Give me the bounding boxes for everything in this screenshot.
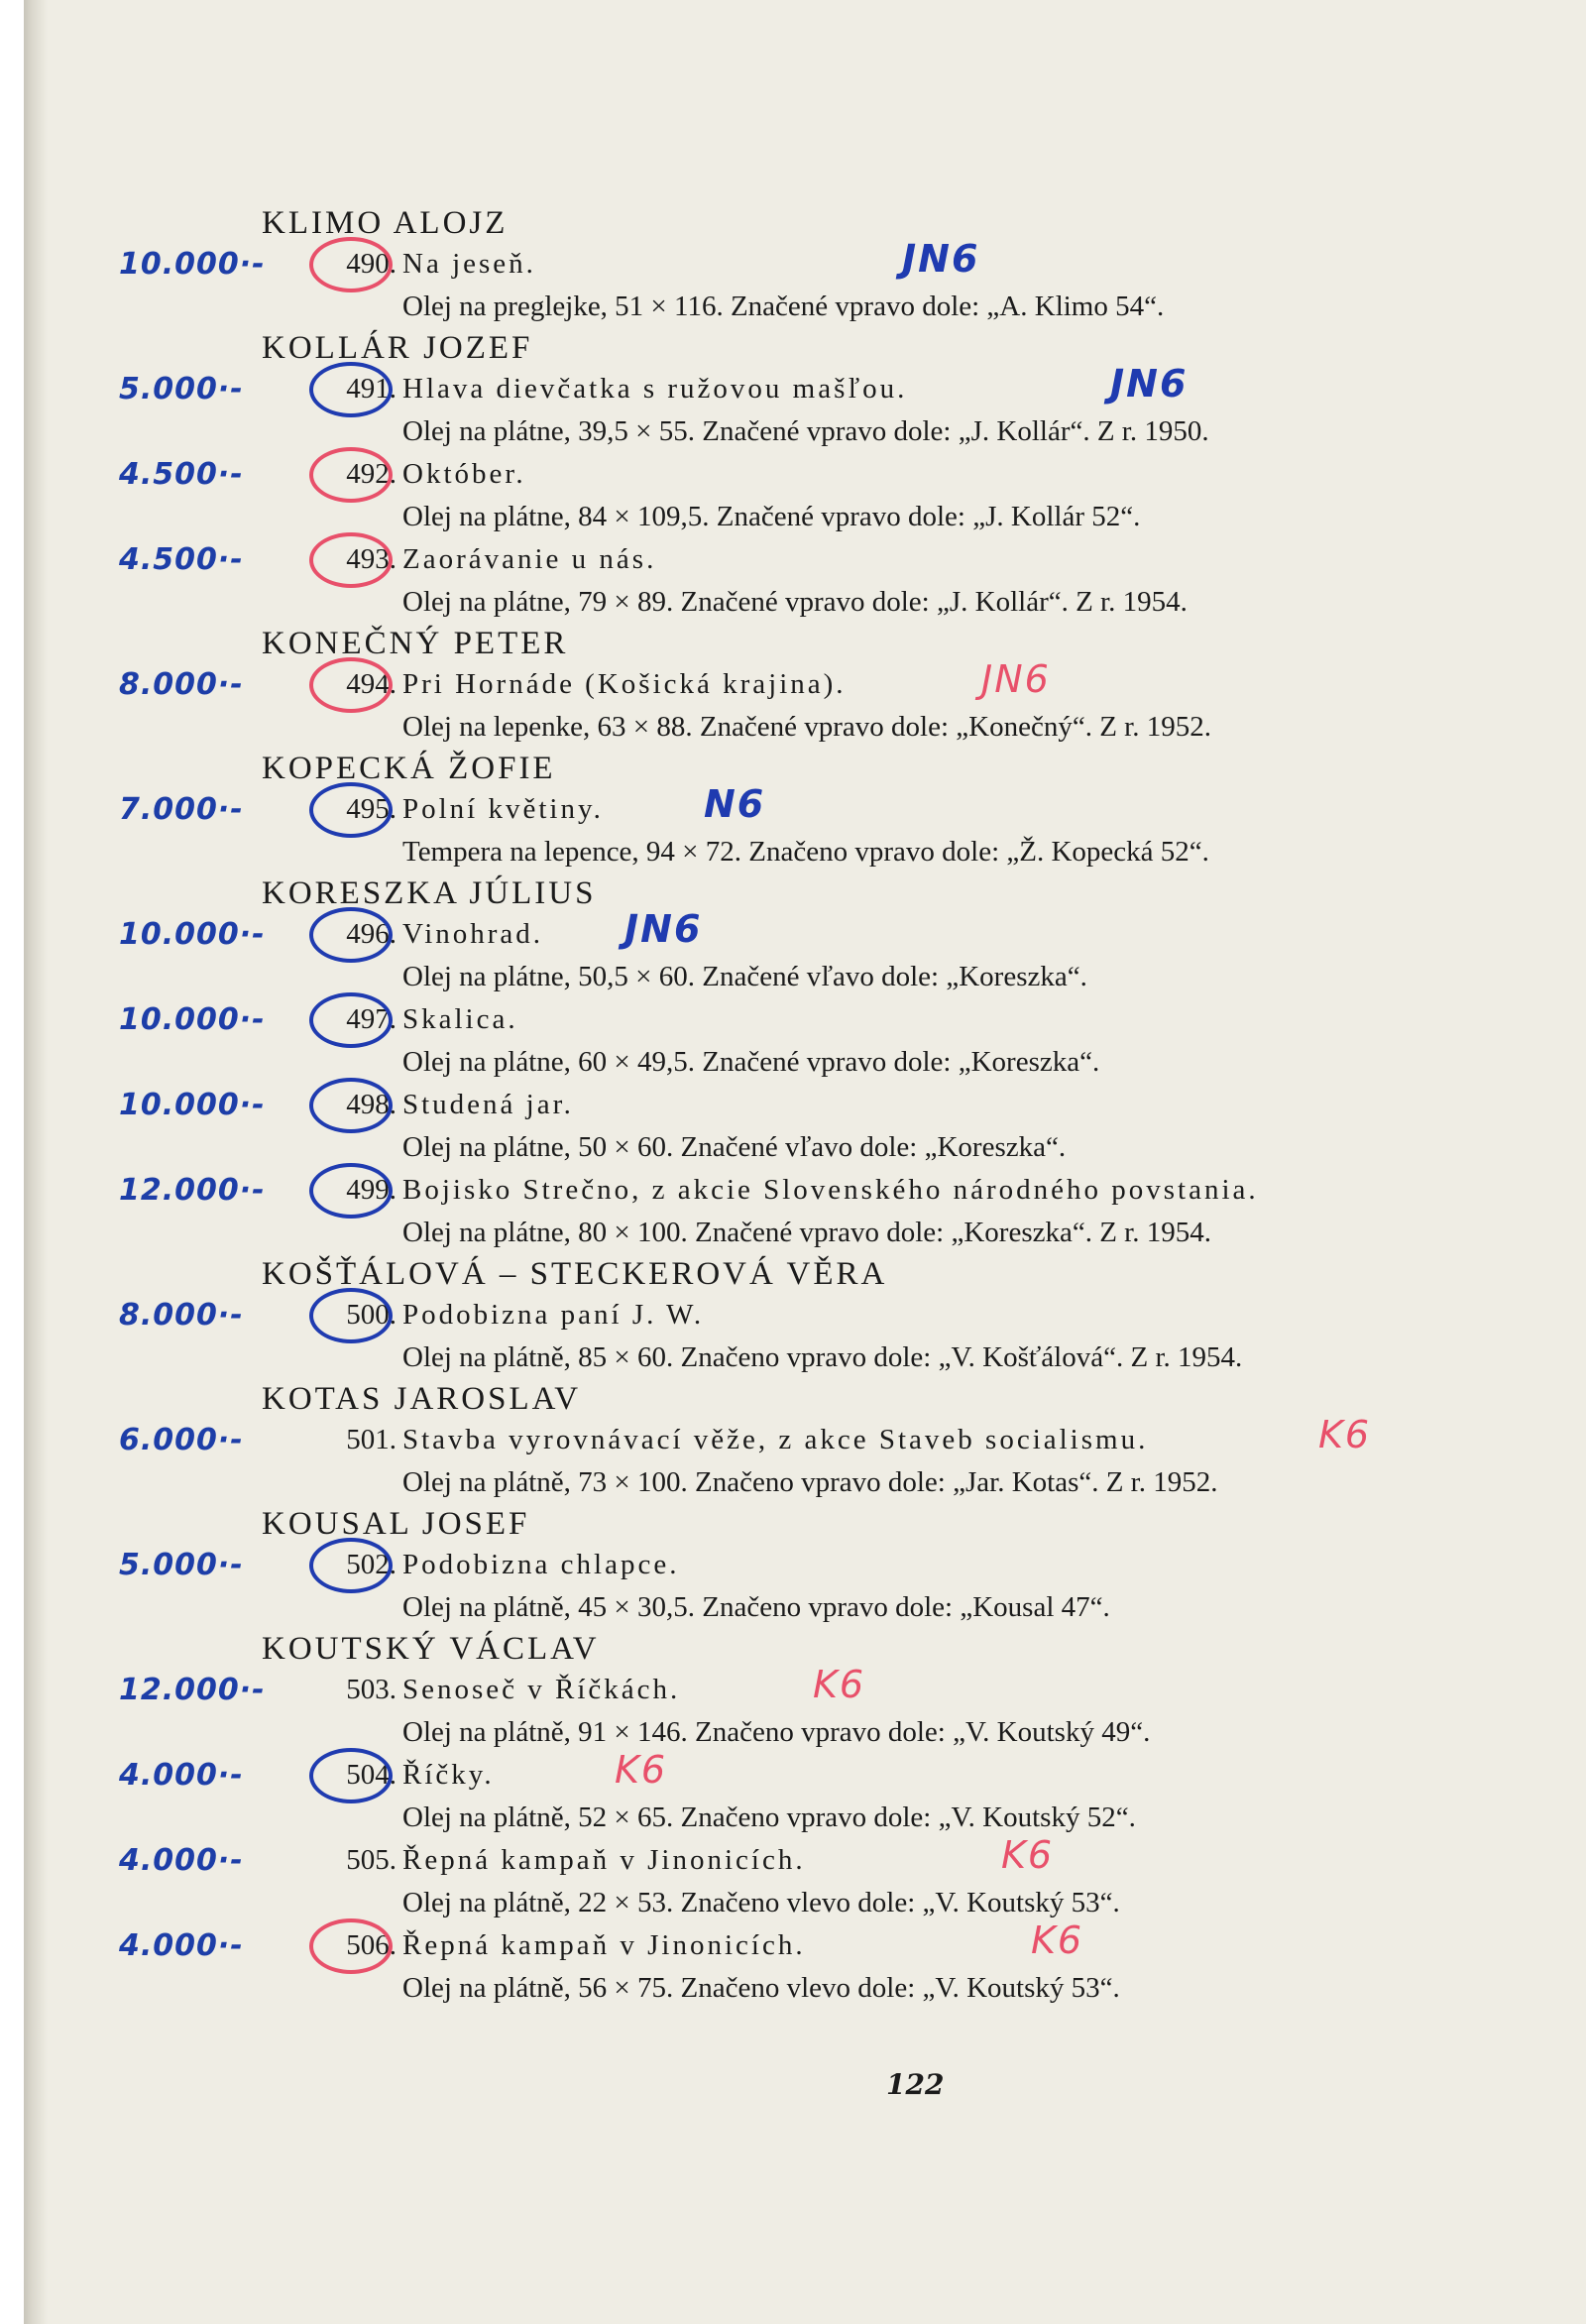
pen-circle-mark xyxy=(309,237,393,292)
catalog-entry xyxy=(119,1084,1566,1169)
artist-heading: KLIMO ALOJZ xyxy=(262,205,509,241)
artist-heading: KOLLÁR JOZEF xyxy=(262,330,533,366)
artist-heading: KOTAS JAROSLAV xyxy=(262,1381,582,1417)
artwork-title-line xyxy=(258,788,1566,831)
pen-circle-mark xyxy=(309,1078,393,1133)
artwork-description: Olej na plátně, 85 × 60. Značeno vpravo dole: „V. Košťálová“. Z r. 1954. xyxy=(402,1341,1243,1373)
artwork-title: Bojisko Strečno, z akcie Slovenského národného povstania. xyxy=(402,1174,1259,1206)
pen-circle-mark xyxy=(309,532,393,588)
handwritten-annotation: K6 xyxy=(1318,1413,1372,1456)
catalog-entry xyxy=(119,453,1566,538)
artwork-description: Olej na preglejke, 51 × 116. Značené vpravo dole: „A. Klimo 54“. xyxy=(402,290,1165,322)
handwritten-price: 6.000·- xyxy=(119,1423,244,1457)
pen-circle-mark xyxy=(309,1288,393,1343)
catalog-number: 504. xyxy=(346,1759,396,1791)
artwork-title-line xyxy=(258,663,1566,706)
handwritten-price: 10.000·- xyxy=(119,247,266,282)
pen-circle-mark xyxy=(309,1163,393,1219)
handwritten-price: 5.000·- xyxy=(119,1548,244,1582)
catalog-number: 503. xyxy=(346,1674,396,1705)
artwork-title: Říčky. xyxy=(402,1759,495,1791)
artwork-title-line xyxy=(258,1839,1566,1882)
catalog-number: 500. xyxy=(346,1299,396,1331)
handwritten-price: 4.000·- xyxy=(119,1928,244,1963)
handwritten-annotation: K6 xyxy=(813,1663,866,1706)
handwritten-price: 7.000·- xyxy=(119,792,244,827)
artwork-title-line xyxy=(258,1544,1566,1586)
handwritten-price: 8.000·- xyxy=(119,1298,244,1333)
artwork-title-line xyxy=(258,1169,1566,1212)
pen-circle-mark xyxy=(309,782,393,838)
pen-circle-mark xyxy=(309,447,393,503)
catalog-entry xyxy=(119,907,1566,998)
artwork-title-line xyxy=(258,538,1566,581)
artwork-title: Pri Hornáde (Košická krajina). xyxy=(402,668,847,700)
artwork-title: Řepná kampaň v Jinonicích. xyxy=(402,1844,806,1876)
artwork-description: Olej na lepenke, 63 × 88. Značené vpravo dole: „Konečný“. Z r. 1952. xyxy=(402,711,1211,743)
artwork-title: Október. xyxy=(402,458,526,490)
handwritten-price: 12.000·- xyxy=(119,1673,266,1707)
artwork-title: Skalica. xyxy=(402,1003,518,1035)
artwork-title: Řepná kampaň v Jinonicích. xyxy=(402,1929,806,1961)
handwritten-annotation: JN6 xyxy=(624,907,703,951)
catalog-page xyxy=(24,0,1586,2324)
artwork-description: Olej na plátne, 50,5 × 60. Značené vľavo dole: „Koreszka“. xyxy=(402,961,1087,992)
handwritten-price: 4.000·- xyxy=(119,1843,244,1878)
page-number: 122 xyxy=(886,2068,945,2101)
artwork-description: Olej na plátne, 50 × 60. Značené vľavo dole: „Koreszka“. xyxy=(402,1131,1067,1163)
catalog-number: 497. xyxy=(346,1003,396,1035)
catalog-number: 494. xyxy=(346,668,396,700)
handwritten-annotation: N6 xyxy=(704,782,766,826)
catalog-entry xyxy=(119,362,1566,453)
handwritten-annotation: JN6 xyxy=(902,237,980,281)
artwork-description: Olej na plátne, 39,5 × 55. Značené vpravo dole: „J. Kollár“. Z r. 1950. xyxy=(402,415,1209,447)
pen-circle-mark xyxy=(309,1918,393,1974)
artwork-title: Hlava dievčatka s ružovou mašľou. xyxy=(402,373,908,405)
catalog-entry xyxy=(119,1748,1566,1839)
catalog-entry xyxy=(119,1413,1566,1504)
artwork-description: Olej na plátne, 79 × 89. Značené vpravo dole: „J. Kollár“. Z r. 1954. xyxy=(402,586,1188,618)
artwork-title: Polní květiny. xyxy=(402,793,604,825)
artwork-description: Olej na plátně, 56 × 75. Značeno vlevo dole: „V. Koutský 53“. xyxy=(402,1972,1120,2004)
catalog-entry xyxy=(119,237,1566,328)
handwritten-price: 5.000·- xyxy=(119,372,244,407)
catalog-number: 502. xyxy=(346,1549,396,1580)
artwork-title: Na jeseň. xyxy=(402,248,536,280)
catalog-entry xyxy=(119,1544,1566,1629)
handwritten-price: 12.000·- xyxy=(119,1173,266,1208)
handwritten-annotation: JN6 xyxy=(981,657,1051,701)
handwritten-annotation: K6 xyxy=(1001,1833,1055,1877)
catalog-entry xyxy=(119,1169,1566,1254)
artwork-title-line xyxy=(258,913,1566,956)
artwork-title-line xyxy=(258,1669,1566,1711)
catalog-number: 501. xyxy=(346,1424,396,1455)
pen-circle-mark xyxy=(309,1748,393,1803)
catalog-number: 506. xyxy=(346,1929,396,1961)
pen-circle-mark xyxy=(309,992,393,1048)
artwork-description: Olej na plátne, 60 × 49,5. Značené vpravo dole: „Koreszka“. xyxy=(402,1046,1100,1078)
artwork-title-line xyxy=(258,998,1566,1041)
page-spine-shadow xyxy=(24,0,48,2324)
catalog-number: 491. xyxy=(346,373,396,405)
catalog-number: 493. xyxy=(346,543,396,575)
handwritten-annotation: JN6 xyxy=(1110,362,1189,406)
artwork-description: Olej na plátně, 52 × 65. Značeno vpravo dole: „V. Koutský 52“. xyxy=(402,1801,1136,1833)
artwork-title-line xyxy=(258,453,1566,496)
catalog-entries xyxy=(119,203,1566,2010)
pen-circle-mark xyxy=(309,907,393,963)
artwork-title: Studená jar. xyxy=(402,1089,574,1120)
catalog-number: 499. xyxy=(346,1174,396,1206)
artwork-description: Olej na plátně, 22 × 53. Značeno vlevo dole: „V. Koutský 53“. xyxy=(402,1887,1120,1918)
catalog-entry xyxy=(119,657,1566,749)
artwork-description: Tempera na lepence, 94 × 72. Značeno vpravo dole: „Ž. Kopecká 52“. xyxy=(402,836,1209,868)
catalog-number: 498. xyxy=(346,1089,396,1120)
artwork-title-line xyxy=(258,1924,1566,1967)
catalog-entry xyxy=(119,998,1566,1084)
handwritten-price: 10.000·- xyxy=(119,1002,266,1037)
catalog-entry xyxy=(119,1294,1566,1379)
catalog-entry xyxy=(119,1918,1566,2010)
artwork-title: Podobizna paní J. W. xyxy=(402,1299,705,1331)
artwork-title: Podobizna chlapce. xyxy=(402,1549,680,1580)
artwork-title-line xyxy=(258,1294,1566,1336)
handwritten-annotation: K6 xyxy=(1031,1918,1084,1962)
artwork-title-line xyxy=(258,1754,1566,1797)
artist-heading: KONEČNÝ PETER xyxy=(262,626,569,661)
artwork-description: Olej na plátně, 45 × 30,5. Značeno vpravo dole: „Kousal 47“. xyxy=(402,1591,1110,1623)
artwork-description: Olej na plátne, 84 × 109,5. Značené vpravo dole: „J. Kollár 52“. xyxy=(402,501,1141,532)
pen-circle-mark xyxy=(309,1538,393,1593)
handwritten-price: 10.000·- xyxy=(119,1088,266,1122)
artwork-title: Senoseč v Říčkách. xyxy=(402,1674,681,1705)
artwork-title: Stavba vyrovnávací věže, z akce Staveb socialismu. xyxy=(402,1424,1149,1455)
catalog-number: 490. xyxy=(346,248,396,280)
catalog-entry xyxy=(119,1833,1566,1924)
catalog-number: 492. xyxy=(346,458,396,490)
artist-heading: KOPECKÁ ŽOFIE xyxy=(262,751,556,786)
pen-circle-mark xyxy=(309,657,393,713)
catalog-entry xyxy=(119,538,1566,624)
artwork-title: Vinohrad. xyxy=(402,918,544,950)
catalog-number: 496. xyxy=(346,918,396,950)
handwritten-price: 4.500·- xyxy=(119,457,244,492)
artwork-description: Olej na plátne, 80 × 100. Značené vpravo dole: „Koreszka“. Z r. 1954. xyxy=(402,1217,1211,1248)
handwritten-price: 10.000·- xyxy=(119,917,266,952)
artist-heading: KOŠŤÁLOVÁ – STECKEROVÁ VĚRA xyxy=(262,1256,888,1292)
catalog-entry xyxy=(119,1663,1566,1754)
artwork-description: Olej na plátně, 91 × 146. Značeno vpravo dole: „V. Koutský 49“. xyxy=(402,1716,1151,1748)
catalog-number: 505. xyxy=(346,1844,396,1876)
pen-circle-mark xyxy=(309,362,393,417)
handwritten-price: 8.000·- xyxy=(119,667,244,702)
artist-heading: KORESZKA JÚLIUS xyxy=(262,875,597,911)
artist-heading: KOUSAL JOSEF xyxy=(262,1506,530,1542)
artwork-title: Zaorávanie u nás. xyxy=(402,543,657,575)
artwork-title-line xyxy=(258,1084,1566,1126)
handwritten-price: 4.500·- xyxy=(119,542,244,577)
catalog-number: 495. xyxy=(346,793,396,825)
artwork-description: Olej na plátně, 73 × 100. Značeno vpravo dole: „Jar. Kotas“. Z r. 1952. xyxy=(402,1466,1218,1498)
artist-heading: KOUTSKÝ VÁCLAV xyxy=(262,1631,600,1667)
catalog-entry xyxy=(119,782,1566,873)
handwritten-price: 4.000·- xyxy=(119,1758,244,1793)
handwritten-annotation: K6 xyxy=(615,1748,668,1792)
artwork-title-line xyxy=(258,368,1566,410)
